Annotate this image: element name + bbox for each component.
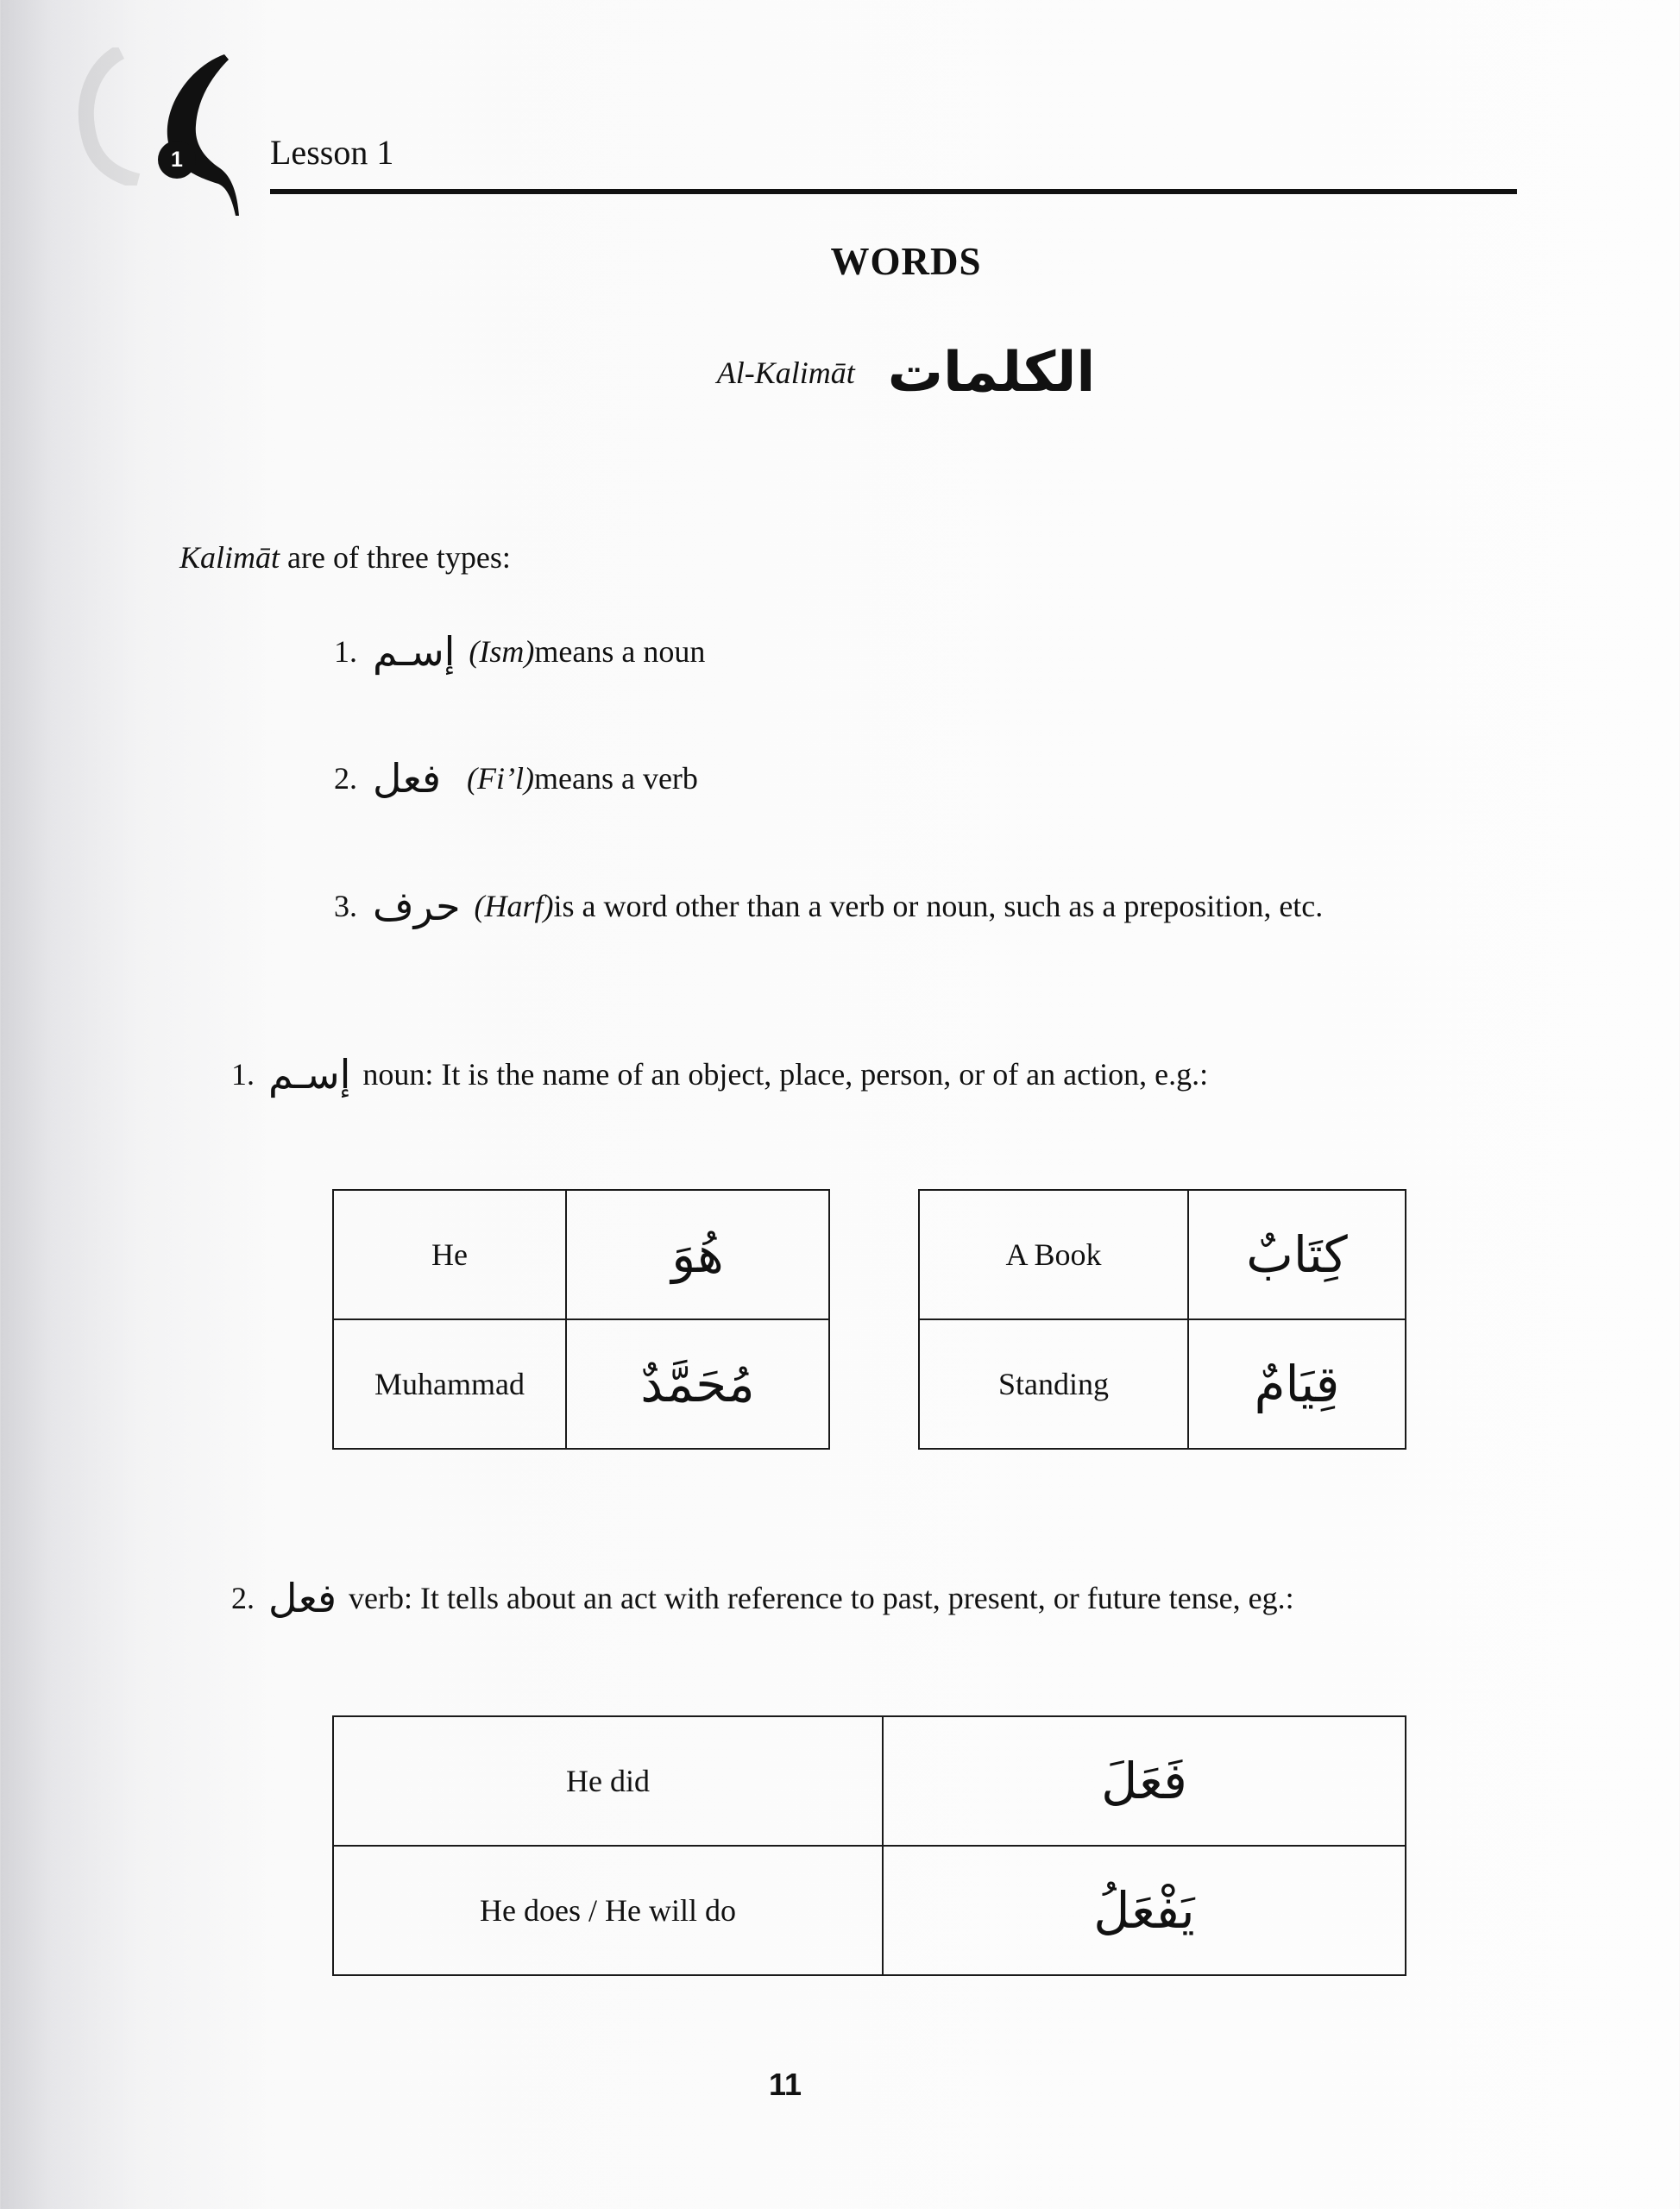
intro-text: are of three types: (280, 540, 511, 575)
type-transliteration: (Harf) (474, 889, 554, 923)
type-number: 2. (334, 761, 357, 796)
type-description: means a noun (534, 634, 706, 669)
intro-paragraph (179, 539, 511, 576)
table-row (333, 1319, 829, 1449)
subtitle-arabic: الكلمات (887, 341, 1096, 405)
arabic-cell: هُوَ (566, 1190, 829, 1319)
english-cell: Muhammad (333, 1319, 566, 1449)
section-text: verb: It tells about an act with reference to past, present, or future tense, eg.: (349, 1581, 1294, 1615)
english-cell: He (333, 1190, 566, 1319)
type-arabic: فعل (373, 755, 442, 802)
section-arabic: فعل (268, 1575, 337, 1621)
noun-table-left (332, 1189, 830, 1450)
type-transliteration: (Ism) (469, 634, 535, 669)
arabic-cell: يَفْعَلُ (883, 1846, 1406, 1975)
table-row (333, 1846, 1406, 1975)
table-row (333, 1190, 829, 1319)
subtitle-transliteration: Al-Kalimāt (716, 356, 855, 390)
english-cell: He did (333, 1716, 883, 1846)
arabic-cell: مُحَمَّدٌ (566, 1319, 829, 1449)
english-cell: Standing (919, 1319, 1188, 1449)
type-description: is a word other than a verb or noun, such as a preposition, etc. (553, 889, 1324, 923)
english-cell: He does / He will do (333, 1846, 883, 1975)
type-number: 3. (334, 889, 357, 923)
section-verb (231, 1575, 1294, 1621)
arabic-cell: قِيَامٌ (1188, 1319, 1406, 1449)
section-number: 1. (231, 1057, 255, 1092)
section-arabic: إسـم (268, 1051, 351, 1098)
type-transliteration: (Fi’l) (467, 761, 534, 796)
section-number: 2. (231, 1581, 255, 1615)
intro-term: Kalimāt (179, 540, 280, 575)
type-item-fil (334, 755, 698, 802)
header-rule (270, 189, 1517, 194)
subtitle (0, 341, 1680, 405)
type-item-ism (334, 628, 705, 675)
page-number: 11 (768, 2067, 802, 2102)
type-arabic: حرف (373, 883, 461, 929)
lesson-number-badge: 1 (158, 141, 196, 179)
type-arabic: إسـم (373, 628, 456, 675)
type-number: 1. (334, 634, 357, 669)
english-cell: A Book (919, 1190, 1188, 1319)
noun-table-right (918, 1189, 1406, 1450)
type-description: means a verb (534, 761, 698, 796)
table-row (333, 1716, 1406, 1846)
verb-table (332, 1715, 1406, 1976)
ghost-mark-icon (60, 47, 155, 186)
table-row (919, 1190, 1406, 1319)
type-item-harf (334, 883, 1323, 929)
arabic-cell: كِتَابٌ (1188, 1190, 1406, 1319)
lesson-title: Lesson 1 (270, 133, 394, 172)
section-text: noun: It is the name of an object, place, person, or of an action, e.g.: (362, 1057, 1209, 1092)
section-noun (231, 1051, 1208, 1098)
arabic-numeral-one-icon (142, 47, 250, 220)
table-row (919, 1319, 1406, 1449)
page-title: WORDS (830, 240, 982, 283)
arabic-cell: فَعَلَ (883, 1716, 1406, 1846)
